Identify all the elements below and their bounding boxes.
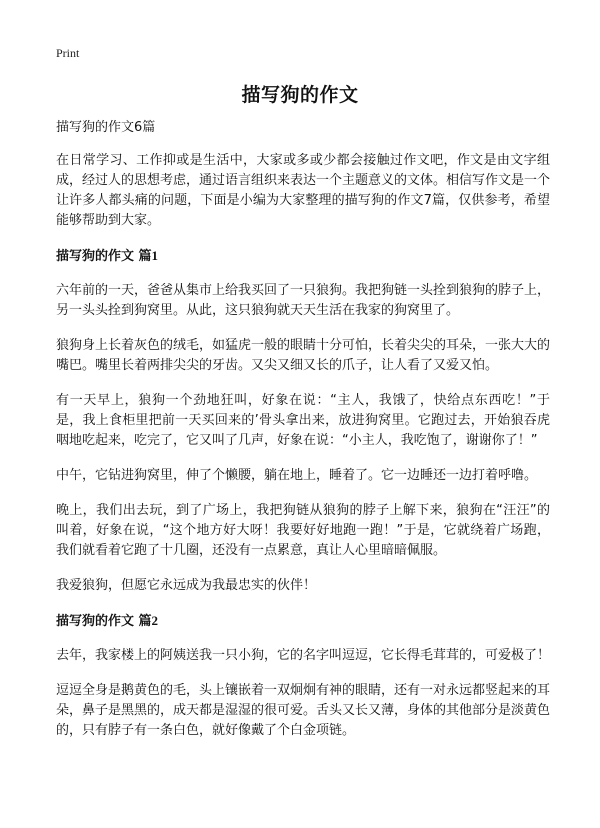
paragraph: 逗逗全身是鹅黄色的毛，头上镶嵌着一双炯炯有神的眼睛，还有一对永远都竖起来的耳朵，鼻子是黑黑的，成天都是湿湿的很可爱。舌头又长又薄，身体的其他部分是淡黄色的，只有脖子有一条白色，就好像戴了个白金项链。 — [56, 683, 551, 738]
section-heading-text: 描写狗的作文 — [56, 249, 135, 264]
paragraph: 去年，我家楼上的阿姨送我一只小狗，它的名字叫逗逗，它长得毛茸茸的，可爱极了！ — [56, 648, 551, 663]
section-heading-number: 篇2 — [138, 613, 159, 628]
paragraph: 有一天早上，狼狗一个劲地狂叫，好象在说：“主人，我饿了，快给点东西吃！”于是，我上食柜里把前一天买回来的’骨头拿出来，放进狗窝里。它跑过去，开始狼吞虎咽地吃起来，吃完了，它又叫了几声，好象在说：“小主人，我吃饱了，谢谢你了！” — [56, 393, 550, 448]
print-label[interactable]: Print — [56, 46, 80, 60]
intro-paragraph: 在日常学习、工作抑或是生活中，大家或多或少都会接触过作文吧，作文是由文字组成，经过人的思想考虑，通过语言组织来表达一个主题意义的文体。相信写作文是一个让许多人都头痛的问题，下面是小编为大家整理的描写狗的作文7篇，仅供参考，希望能够帮助到大家。 — [56, 153, 551, 228]
section-heading-1 — [56, 246, 550, 267]
section-heading-text: 描写狗的作文 — [56, 614, 135, 629]
paragraph: 晚上，我们出去玩，到了广场上，我把狗链从狼狗的脖子上解下来，狼狗在“汪汪”的叫着，好象在说，“这个地方好大呀！我要好好地跑一跑！”于是，它就绕着广场跑，我们就看着它跑了十几圈，还没有一点累意，真让人心里暗暗佩服。 — [56, 503, 550, 558]
paragraph: 狼狗身上长着灰色的绒毛，如猛虎一般的眼睛十分可怕，长着尖尖的耳朵，一张大大的嘴巴。嘴里长着两排尖尖的牙齿。又尖又细又长的爪子，让人看了又爱又怕。 — [56, 338, 551, 373]
paragraph: 我爱狼狗，但愿它永远成为我最忠实的伙伴！ — [56, 578, 317, 593]
paragraph: 六年前的一天，爸爸从集市上给我买回了一只狼狗。我把狗链一头拴到狼狗的脖子上，另一头头拴到狗窝里。从此，这只狼狗就天天生活在我家的狗窝里了。 — [56, 283, 551, 318]
document-subtitle: 描写狗的作文6篇 — [56, 120, 156, 135]
document-body — [56, 118, 550, 756]
section-heading-2 — [56, 611, 550, 632]
document-title: 描写狗的作文 — [241, 84, 359, 106]
paragraph: 中午，它钻进狗窝里，伸了个懒腰，躺在地上，睡着了。它一边睡还一边打着呼噜。 — [56, 468, 538, 483]
section-heading-number: 篇1 — [138, 248, 159, 263]
